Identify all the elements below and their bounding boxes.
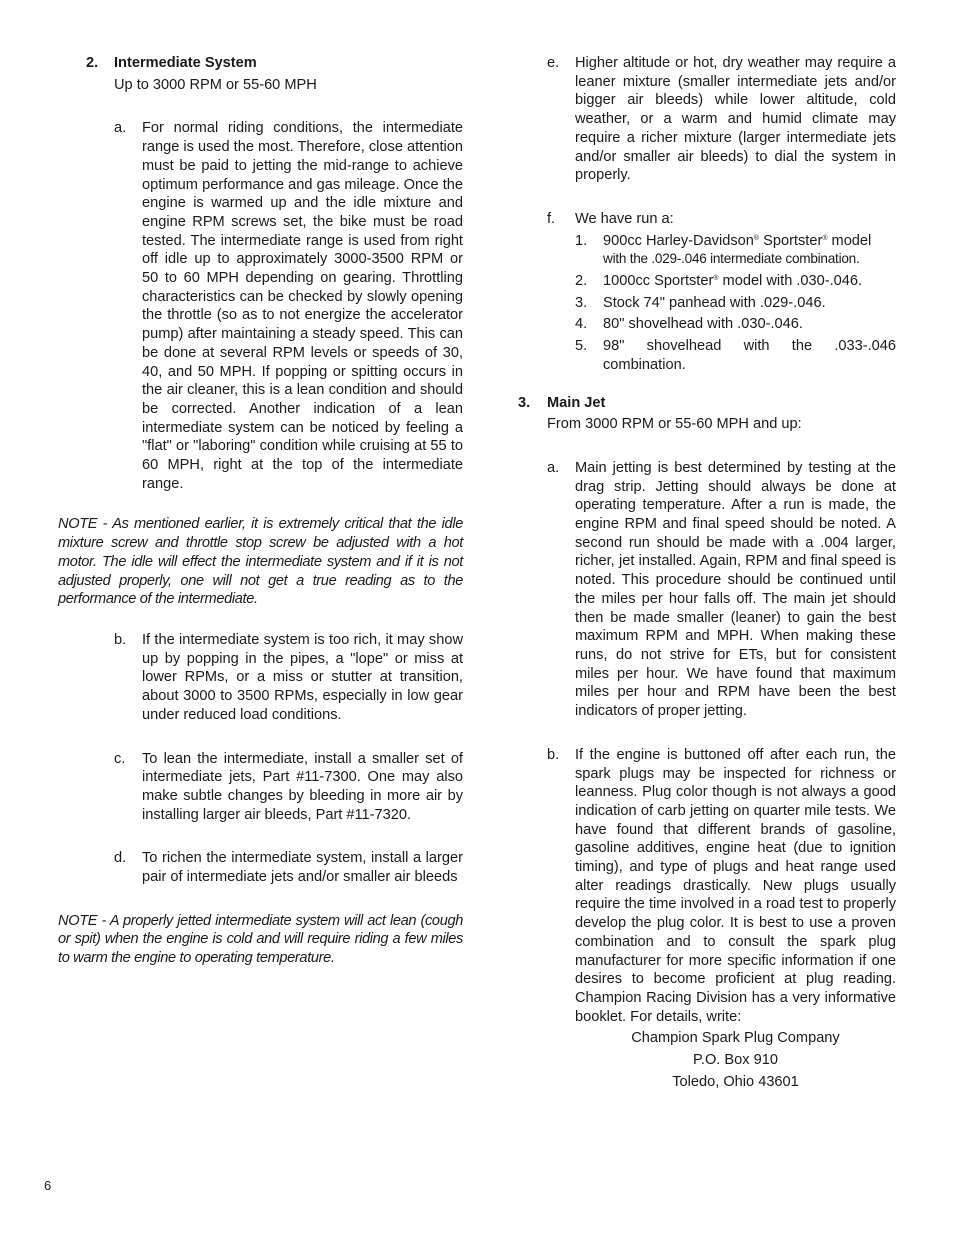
- section-number: 2.: [86, 55, 99, 71]
- engine-list-item: [575, 272, 896, 291]
- left-column: [58, 54, 463, 968]
- sub-number: 1.: [575, 232, 588, 249]
- item-letter: d.: [114, 850, 127, 867]
- list-item-d: [58, 849, 463, 886]
- section-number: 3.: [518, 394, 531, 411]
- list-item-a: [518, 459, 896, 721]
- sub-text: Stock 74" panhead with .029-.046.: [603, 294, 826, 311]
- list-item-c: [58, 750, 463, 825]
- sub-text: 900cc Harley-Davidson: [603, 232, 754, 249]
- address-line: Toledo, Ohio 43601: [672, 1073, 799, 1090]
- sub-number: 2.: [575, 273, 588, 290]
- list-item-f: [518, 210, 896, 375]
- sub-text: model with .030-.046.: [718, 273, 863, 290]
- sub-text: 80" shovelhead with .030-.046.: [603, 316, 803, 333]
- sub-text: model: [827, 232, 872, 249]
- item-letter: a.: [114, 120, 127, 137]
- item-text: Main jetting is best determined by testing at the drag strip. Jetting should always be done at operating temperature. After a run is made, the engine RPM and final speed should be noted. A second run should be made with a .004 larger, richer, jet installed. Again, RPM and final speed is noted. This procedure should be continued until the miles per hour falls off. The main jet should then be made smaller (leaner) to gain the best maximum RPM and MPH. When making these runs, do not strive for ETs, but for consistent miles per hour. We have found that maximum miles per hour and RPM have been the best indicators of proper jetting.: [575, 459, 896, 720]
- item-letter: b.: [114, 631, 127, 648]
- engine-list-item: [575, 294, 896, 313]
- section-title: Intermediate System: [114, 55, 257, 71]
- address-line: P.O. Box 910: [693, 1052, 778, 1069]
- list-item-a: [58, 119, 463, 493]
- item-letter: f.: [547, 210, 556, 227]
- item-text: To richen the intermediate system, install a larger pair of intermediate jets and/or smaller air bleeds: [142, 850, 463, 886]
- item-text: For normal riding conditions, the intermediate range is used the most. Therefore, close attention must be paid to jetting the mid-range to achieve optimum performance and gas mileage. Once the engine is warmed up and the idle mixture and engine RPM screws set, the bike must be road tested. The intermediate range is used from right off idle up to approximately 3000-3500 RPM or 50 to 60 MPH depending on gearing. Throttling characteristics can be checked by slowly opening the throttle (so as to not energize the accelerator pump) after maintaining a steady speed. This can be done at several RPM levels or speeds of 30, 40, and 50 MPH. If popping or spitting occurs in the air cleaner, this is a lean condition and should be corrected. Another indication of a lean intermediate system can be noticed by feeling a "flat" or "laboring" condition while cruising at 55 to 60 MPH, right at the top of the intermediate range.: [142, 120, 463, 492]
- sub-text: 98" shovelhead with the .033-.046 combination.: [603, 338, 896, 373]
- item-letter: c.: [114, 750, 126, 767]
- mailing-address: [518, 1029, 896, 1091]
- registered-mark: ®: [753, 234, 760, 242]
- item-text: If the engine is buttoned off after each run, the spark plugs may be inspected for richness or leanness. Plug color though is not always a good indication of carb jetting on quarter mile tests. We have found that different brands of gasoline, gasoline additives, engine heat (due to ignition timing), and type of plugs and heat range used alter readings drastically. New plugs usually require the time involved in a road test to properly develop the plug color. It is best to use a proven combination and to consult the spark plug manufacturer for more specific information if one desires to become proficient at plug reading. Champion Racing Division has a very informative booklet. For details, write:: [575, 746, 896, 1025]
- sub-text: Sportster: [759, 232, 823, 249]
- item-text: Higher altitude or hot, dry weather may require a leaner mixture (smaller intermediate jets and/or bigger air bleeds) while lower altitude, cold weather, or a warm and humid climate may require a richer mixture (larger intermediate jets and/or smaller air bleeds) to dial the system in properly.: [575, 55, 896, 184]
- sub-number: 5.: [575, 338, 588, 355]
- section-2-heading: [58, 54, 463, 73]
- note-paragraph: NOTE - A properly jetted intermediate system will act lean (cough or spit) when the engine is cold and will require riding a few miles to warm the engine to operating temperature.: [58, 912, 463, 967]
- registered-mark: ®: [713, 275, 719, 283]
- sub-number: 3.: [575, 294, 588, 311]
- item-letter: b.: [547, 746, 560, 763]
- list-item-b: [518, 746, 896, 1027]
- item-letter: a.: [547, 459, 560, 476]
- sub-text: 1000cc Sportster: [603, 273, 714, 290]
- section-subtitle: Up to 3000 RPM or 55-60 MPH: [114, 76, 317, 93]
- sub-text-line2: with the .029-.046 intermediate combination.: [603, 251, 860, 267]
- engine-list-item: [575, 232, 896, 269]
- page-number: 6: [44, 1178, 52, 1193]
- item-text: If the intermediate system is too rich, it may show up by popping in the pipes, a "lope" or miss at lower RPMs, or a miss or stutter at transition, about 3000 to 3500 RPMs, especially in low gear under reduced load conditions.: [142, 631, 463, 723]
- sub-number: 4.: [575, 316, 588, 333]
- list-item-b: [58, 631, 463, 725]
- engine-list: [575, 232, 896, 375]
- section-3-heading: [518, 394, 896, 413]
- item-text: To lean the intermediate, install a smaller set of intermediate jets, Part #11-7300. One may also make subtle changes by bleeding in more air by installing larger air bleeds, Part #11-7320.: [142, 750, 463, 823]
- item-letter: e.: [547, 55, 560, 71]
- list-item-e: [518, 54, 896, 185]
- address-line: Champion Spark Plug Company: [631, 1030, 840, 1047]
- right-column: [518, 54, 896, 1094]
- engine-list-item: [575, 337, 896, 374]
- section-subtitle: From 3000 RPM or 55-60 MPH and up:: [547, 416, 802, 433]
- engine-list-item: [575, 315, 896, 334]
- section-title: Main Jet: [547, 394, 606, 411]
- item-intro: We have run a:: [575, 210, 674, 227]
- note-paragraph: NOTE - As mentioned earlier, it is extremely critical that the idle mixture screw and throttle stop screw be adjusted with a hot motor. The idle will effect the intermediate system and if it is not adjusted properly, one will not get a true reading as to the performance of the intermediate.: [58, 516, 463, 608]
- registered-mark: ®: [822, 234, 828, 242]
